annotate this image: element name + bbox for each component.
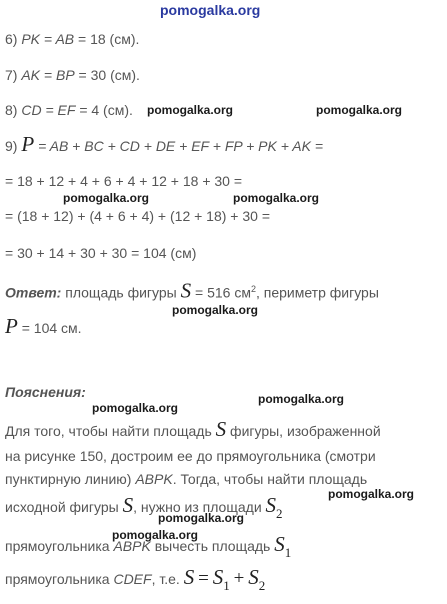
answer-text: , периметр фигуры — [255, 284, 379, 301]
answer-text: площадь фигуры — [65, 284, 177, 301]
step-number: 7) — [5, 67, 18, 83]
subscript: 1 — [223, 578, 230, 593]
explanation-line-3 — [5, 470, 367, 488]
area-exponent: 2 — [250, 284, 256, 294]
area-symbol: S — [215, 417, 227, 441]
step-8 — [5, 101, 133, 119]
step-number: 9) — [5, 138, 18, 154]
explanation-label: Пояснения: — [5, 384, 86, 400]
equality: CD = EF — [21, 102, 76, 118]
rectangle-name: ABPK — [135, 471, 173, 487]
rectangle-name: CDEF — [113, 571, 152, 587]
explanation-text: исходной фигуры — [5, 499, 119, 515]
answer-line-2 — [5, 314, 82, 338]
watermark: pomogalka.org — [158, 511, 245, 525]
watermark: pomogalka.org — [328, 487, 415, 501]
watermark: pomogalka.org — [112, 528, 199, 542]
area-value: = 516 см — [195, 284, 251, 301]
subscript: 2 — [276, 506, 283, 521]
explanation-heading — [5, 383, 86, 401]
area-symbol: S — [183, 565, 195, 589]
value: = 30 (см). — [78, 67, 140, 83]
watermark: pomogalka.org — [233, 191, 320, 205]
explanation-text: фигуры, изображенной — [230, 423, 381, 439]
explanation-line-2: на рисунке 150, достроим ее до прямоугольника (смотри — [5, 448, 376, 464]
step-number: 6) — [5, 31, 18, 47]
area-symbol-s2: S — [265, 493, 277, 517]
step-9 — [5, 132, 323, 156]
explanation-text: . Тогда, чтобы найти площадь — [172, 471, 368, 487]
answer-line-1 — [5, 280, 379, 302]
explanation-text: , нужно из площади — [133, 499, 262, 515]
watermark: pomogalka.org — [258, 392, 345, 406]
perimeter-symbol: P — [21, 132, 35, 156]
calc-line-1: = 18 + 12 + 4 + 6 + 4 + 12 + 18 + 30 = — [5, 173, 243, 189]
perimeter-value: = 104 см. — [21, 320, 82, 336]
area-symbol: S — [122, 493, 134, 517]
area-symbol: S — [180, 278, 192, 303]
equality: PK = AB — [21, 31, 75, 47]
subscript: 1 — [284, 545, 292, 560]
step-7 — [5, 66, 140, 84]
explanation-line-1 — [5, 417, 381, 441]
explanation-text: Для того, чтобы найти площадь — [5, 423, 212, 439]
calc-line-3: = 30 + 14 + 30 + 30 = 104 (см) — [5, 245, 197, 261]
value: = 4 (см). — [79, 102, 133, 118]
watermark: pomogalka.org — [316, 103, 403, 117]
equals-sign: = — [198, 568, 209, 589]
step-6 — [5, 30, 139, 48]
explanation-text: , т.е. — [151, 571, 180, 587]
perimeter-symbol: P — [5, 314, 18, 338]
explanation-text: пунктирную линию) — [5, 471, 132, 487]
rectangle-name: ABPK — [113, 538, 151, 554]
watermark: pomogalka.org — [63, 191, 150, 205]
explanation-text: прямоугольника — [5, 538, 110, 554]
step-number: 8) — [5, 102, 18, 118]
area-symbol-s2: S — [248, 565, 259, 589]
value: = 18 (см). — [78, 31, 140, 47]
watermark: pomogalka.org — [147, 103, 234, 117]
plus-sign: + — [233, 568, 245, 589]
subscript: 2 — [258, 578, 266, 593]
explanation-text: прямоугольника — [5, 571, 110, 587]
calc-line-2: = (18 + 12) + (4 + 6 + 4) + (12 + 18) + 30 = — [5, 208, 271, 224]
explanation-text: вычесть площадь — [154, 538, 271, 554]
watermark: pomogalka.org — [160, 2, 261, 18]
area-symbol-s1: S — [274, 532, 285, 556]
answer-label: Ответ: — [5, 284, 62, 301]
watermark: pomogalka.org — [172, 303, 259, 317]
equality: AK = BP — [21, 67, 75, 83]
perimeter-formula: = AB + BC + CD + DE + EF + FP + PK + AK = — [38, 138, 323, 154]
area-symbol-s1: S — [212, 565, 224, 589]
explanation-line-6 — [5, 565, 266, 593]
watermark: pomogalka.org — [92, 401, 179, 415]
